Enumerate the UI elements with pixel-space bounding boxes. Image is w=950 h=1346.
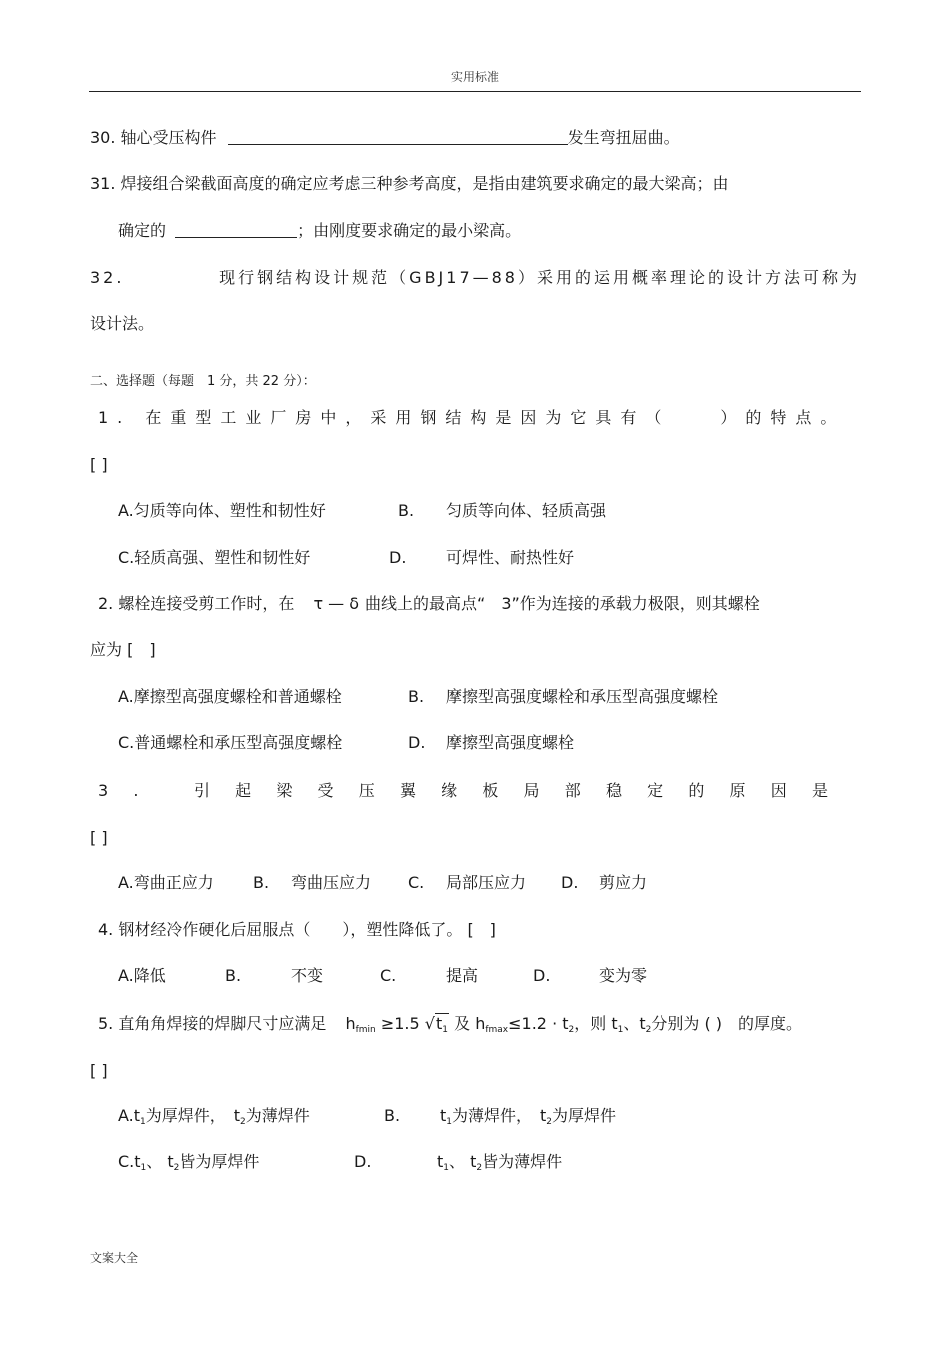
q31-line1: 焊接组合梁截面高度的确定应考虑三种参考高度，是指由建筑要求确定的最大梁高；由 xyxy=(120,174,729,193)
q3-option-c: 局部压应力 xyxy=(446,873,527,892)
q3-option-c-label: C. xyxy=(408,873,425,892)
q4-option-b: 不变 xyxy=(291,966,324,985)
q2-option-d: 摩擦型高强度螺栓 xyxy=(446,733,575,752)
q3-option-b: 弯曲压应力 xyxy=(291,873,372,892)
q5-stem-d: 分别为 ( ) 的厚度。 xyxy=(651,1014,803,1033)
q5-h-fmin: $h_{fmin}$ xyxy=(345,1014,376,1035)
q5-option-b-label: B. xyxy=(384,1106,401,1125)
q5-option-b: $t_1$为薄焊件， $t_2$为厚焊件 xyxy=(440,1106,617,1127)
q5-option-d: $t_1$、 $t_2$皆为薄焊件 xyxy=(437,1152,563,1173)
q3-option-b-label: B. xyxy=(253,873,270,892)
q1-option-d: 可焊性、耐热性好 xyxy=(446,548,575,567)
q32-number: 32. xyxy=(90,268,125,287)
q30-text-before: 轴心受压构件 xyxy=(120,128,217,147)
q2-option-c: C.普通螺栓和承压型高强度螺栓 xyxy=(118,733,343,752)
q1-option-c: C.轻质高强、塑性和韧性好 xyxy=(118,548,311,567)
q30-number: 30. xyxy=(90,128,116,147)
q3-option-d: 剪应力 xyxy=(599,873,648,892)
q1-option-d-label: D. xyxy=(389,548,407,567)
q31-line2-after: ；由刚度要求确定的最小梁高。 xyxy=(297,221,522,240)
q5-stem: 5. 直角角焊接的焊脚尺寸应满足 $h_{fmin} \ge 1.5$ $√t_1$ 及 $h_{fmax}\le 1.2 \cdot t_2$，则 $t_1$、$t_2$分别为 ( ) 的厚度。 xyxy=(98,1013,802,1040)
q2-option-d-label: D. xyxy=(408,733,426,752)
q1-option-a: A.匀质等向体、塑性和韧性好 xyxy=(118,501,326,520)
q4-option-a: A.降低 xyxy=(118,966,166,985)
q32-line1: 现行钢结构设计规范（GBJ17—88）采用的运用概率理论的设计方法可称为 xyxy=(219,268,860,287)
q31-blank xyxy=(175,221,297,238)
q3-bracket: [ ] xyxy=(90,828,108,847)
section-title: 二、选择题（每题 1 分，共 22 分）： xyxy=(90,374,316,389)
question-32-line1 xyxy=(90,268,860,288)
q1-option-b-label: B. xyxy=(398,501,415,520)
q2-stem-line2: 应为 [ ] xyxy=(90,640,156,659)
q3-stem: 3. 引起梁受压翼缘板局部稳定的原因是 xyxy=(98,781,854,800)
q2-option-b: 摩擦型高强度螺栓和承压型高强度螺栓 xyxy=(446,687,719,706)
q2-stem-symbol: τ — δ xyxy=(313,594,360,613)
header-rule xyxy=(89,91,861,92)
q5-stem-c: 、t xyxy=(623,1014,646,1033)
q4-option-b-label: B. xyxy=(225,966,242,985)
question-32-line2: 设计法。 xyxy=(90,314,155,333)
q4-option-c: 提高 xyxy=(446,966,479,985)
q31-number: 31. xyxy=(90,174,116,193)
q1-option-b: 匀质等向体、轻质高强 xyxy=(446,501,607,520)
question-31-line1 xyxy=(90,174,729,194)
q5-rel1: ≥1.5 xyxy=(380,1014,420,1033)
q5-option-d-label: D. xyxy=(354,1152,372,1171)
q4-option-c-label: C. xyxy=(380,966,397,985)
q2-option-b-label: B. xyxy=(408,687,425,706)
question-31-line2 xyxy=(118,221,521,241)
q5-rel2: ≤1.2 · t xyxy=(508,1014,569,1033)
q5-option-c: $C.t_1$、 $t_2$皆为厚焊件 xyxy=(118,1152,260,1173)
q5-bracket: [ ] xyxy=(90,1061,108,1080)
page-header: 实用标准 xyxy=(450,70,499,84)
q4-option-d-label: D. xyxy=(533,966,551,985)
q5-h-fmax: $h_{fmax}$ xyxy=(475,1014,509,1035)
q1-stem: 1. 在重型工业厂房中，采用钢结构是因为它具有（ ）的特点。 xyxy=(98,408,846,427)
q30-text-after: 发生弯扭屈曲。 xyxy=(567,128,680,147)
q2-option-a: A.摩擦型高强度螺栓和普通螺栓 xyxy=(118,687,342,706)
q5-mid: 及 xyxy=(454,1014,471,1033)
q31-line2-before: 确定的 xyxy=(118,221,167,240)
q2-stem-a: 2. 螺栓连接受剪工作时，在 xyxy=(98,594,295,613)
q5-stem-b: ，则 t xyxy=(574,1014,618,1033)
q2-stem-b: 曲线上的最高点“ 3”作为连接的承载力极限，则其螺栓 xyxy=(365,594,760,613)
q3-option-a: A.弯曲正应力 xyxy=(118,873,214,892)
q3-option-d-label: D. xyxy=(561,873,579,892)
q1-bracket: [ ] xyxy=(90,455,108,474)
q4-stem: 4. 钢材经冷作硬化后屈服点（ ），塑性降低了。 [ ] xyxy=(98,920,496,939)
q5-option-a: $A.t_1$为厚焊件， $t_2$为薄焊件 xyxy=(118,1106,310,1127)
q2-stem xyxy=(98,594,760,614)
question-30 xyxy=(90,128,680,148)
q5-stem-a: 5. 直角角焊接的焊脚尺寸应满足 xyxy=(98,1014,327,1033)
q5-sqrt-t1: $√t_1$ xyxy=(425,1013,449,1040)
q4-option-d: 变为零 xyxy=(599,966,648,985)
page-footer: 文案大全 xyxy=(90,1251,139,1265)
q30-blank xyxy=(228,128,568,145)
